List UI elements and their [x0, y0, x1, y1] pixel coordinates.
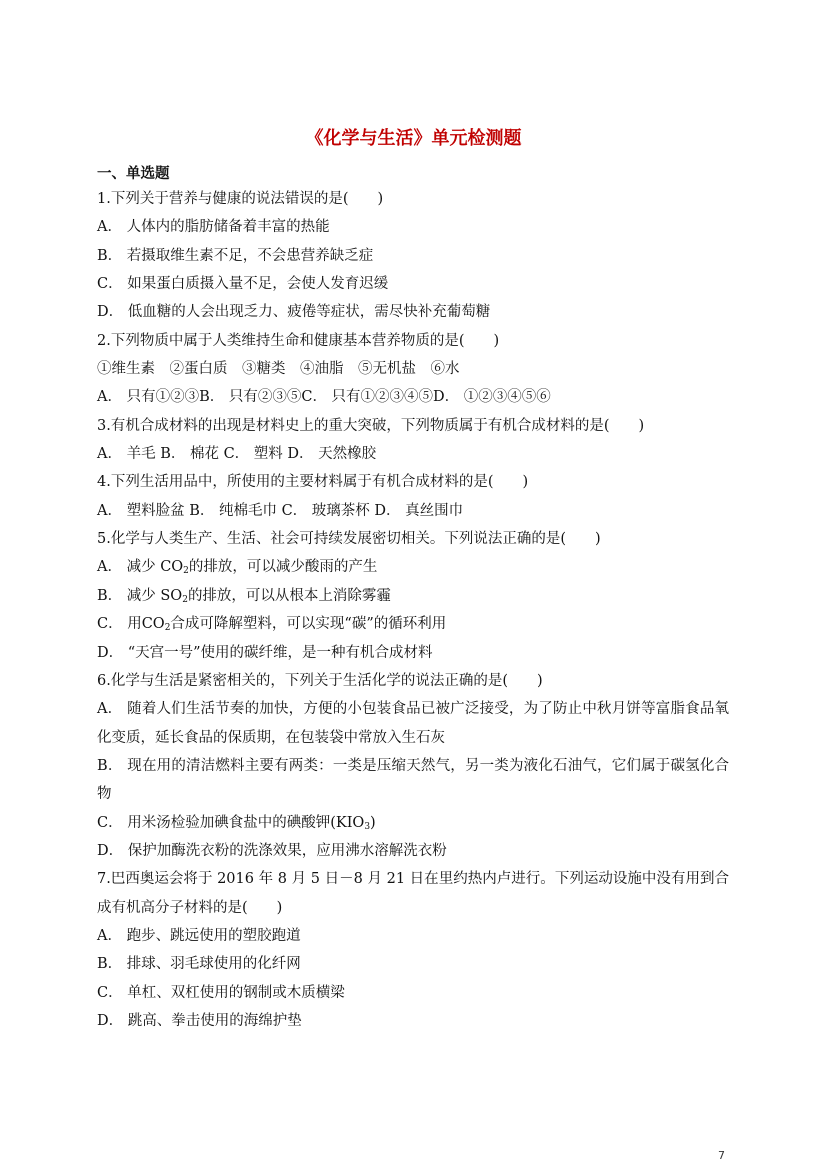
question-5-option-c — [97, 610, 729, 638]
question-2-list: ①维生素 ②蛋白质 ③糖类 ④油脂 ⑤无机盐 ⑥水 — [97, 361, 460, 378]
subscript: 3 — [364, 821, 371, 832]
question-7-option-d: D． 跳高、拳击使用的海绵护垫 — [97, 1012, 302, 1029]
question-4-options: A． 塑料脸盆 B． 纯棉毛巾 C． 玻璃茶杯 D． 真丝围巾 — [97, 502, 464, 519]
question-6-option-c — [97, 809, 729, 837]
question-6-stem: 6.化学与生活是紧密相关的，下列关于生活化学的说法正确的是( ) — [97, 672, 543, 689]
question-3-options: A． 羊毛 B． 棉花 C． 塑料 D． 天然橡胶 — [97, 446, 377, 463]
question-2-stem: 2.下列物质中属于人类维持生命和健康基本营养物质的是( ) — [97, 332, 500, 349]
document-title: 《化学与生活》单元检测题 — [305, 128, 522, 149]
question-7-stem: 7.巴西奥运会将于 2016 年 8 月 5 日－8 月 21 日在里约热内卢进行。下列运动设施中没有用到合成有机高分子材料的是( ) — [97, 871, 729, 916]
question-1-stem: 1.下列关于营养与健康的说法错误的是( ) — [97, 191, 384, 207]
question-6-option-a: A． 随着人们生活节奏的加快，方便的小包装食品已被广泛接受，为了防止中秋月饼等富脂食品氧化变质，延长食品的保质期，在包装袋中常放入生石灰 — [97, 701, 729, 746]
question-5-option-b — [97, 582, 729, 610]
question-4-stem: 4.下列生活用品中，所使用的主要材料属于有机合成材料的是( ) — [97, 474, 529, 491]
question-5-option-d: D． “天宫一号”使用的碳纤维，是一种有机合成材料 — [97, 644, 433, 661]
question-3-stem: 3.有机合成材料的出现是材料史上的重大突破，下列物质属于有机合成材料的是( ) — [97, 417, 645, 434]
option-c-text-rest: ) — [370, 814, 376, 831]
question-2-options: A． 只有①②③B． 只有②③⑤C． 只有①②③④⑤D． ①②③④⑤⑥ — [97, 389, 551, 406]
option-a-text: A． 减少 CO — [97, 559, 184, 576]
subscript: 2 — [164, 623, 171, 634]
question-5-option-a — [97, 553, 729, 581]
page-number: 7 — [718, 1149, 725, 1162]
option-b-text-rest: 的排放，可以从根本上消除雾霾 — [187, 587, 391, 604]
question-1-option-a: A． 人体内的脂肪储备着丰富的热能 — [97, 219, 330, 236]
question-5-stem: 5.化学与人类生产、生活、社会可持续发展密切相关。下列说法正确的是( ) — [97, 531, 601, 548]
question-1-option-b: B． 若摄取维生素不足，不会患营养缺乏症 — [97, 247, 374, 264]
option-b-text: B． 减少 SO — [97, 587, 183, 604]
question-7-option-c: C． 单杠、双杠使用的钢制或木质横梁 — [97, 984, 345, 1001]
subscript: 2 — [183, 566, 189, 577]
question-1-option-d: D． 低血糖的人会出现乏力、疲倦等症状，需尽快补充葡萄糖 — [97, 304, 491, 321]
option-c-text: C． 用CO — [97, 616, 165, 633]
section-heading: 一、单选题 — [97, 166, 170, 182]
question-1-option-c: C． 如果蛋白质摄入量不足，会使人发育迟缓 — [97, 276, 389, 293]
question-7-option-b: B． 排球、羽毛球使用的化纤网 — [97, 956, 301, 973]
option-c-text-rest: 合成可降解塑料，可以实现“碳”的循环利用 — [170, 616, 447, 633]
question-6-option-b: B． 现在用的清洁燃料主要有两类：一类是压缩天然气，另一类为液化石油气，它们属于碳氢化合物 — [97, 757, 729, 803]
subscript: 2 — [182, 594, 188, 605]
option-c-text: C． 用米汤检验加碘食盐中的碘酸钾(KIO — [97, 814, 365, 831]
question-list — [97, 185, 729, 1035]
question-6-option-d: D． 保护加酶洗衣粉的洗涤效果，应用沸水溶解洗衣粉 — [97, 842, 447, 859]
question-7-option-a: A． 跑步、跳远使用的塑胶跑道 — [97, 927, 301, 944]
option-a-text-rest: 的排放，可以减少酸雨的产生 — [188, 559, 378, 576]
